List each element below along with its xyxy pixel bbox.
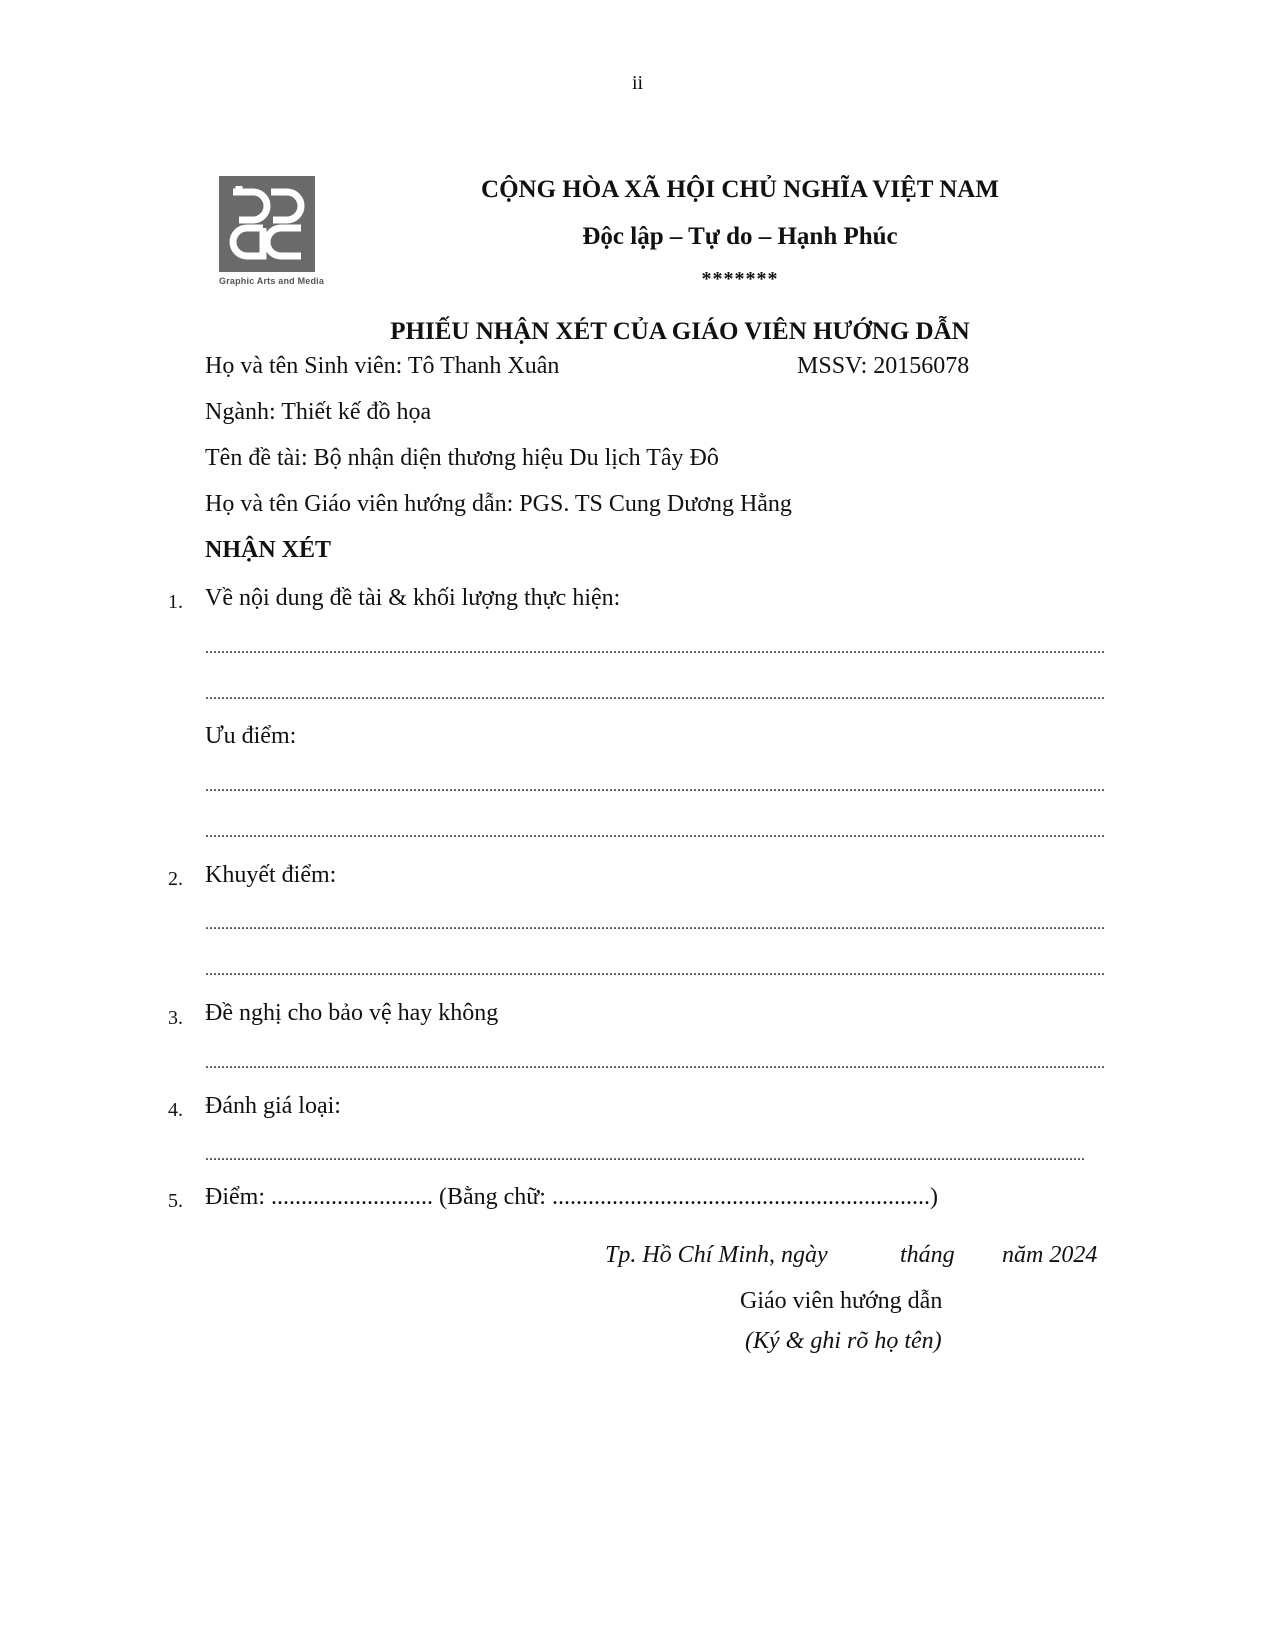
item-number: 4. [168,1099,183,1121]
page-number: ii [631,72,644,94]
item-number: 1. [168,591,183,613]
answer-line[interactable] [205,1147,1085,1167]
answer-line[interactable] [205,778,1105,798]
answer-line[interactable] [205,962,1105,982]
comments-heading: NHẬN XÉT [205,537,332,563]
header-divider-stars: ******* [701,268,779,290]
signature-place-date: Tp. Hồ Chí Minh, ngày [605,1242,828,1268]
topic: Tên đề tài: Bộ nhận diện thương hiệu Du lịch Tây Đô [205,445,719,471]
advisor-name: Họ và tên Giáo viên hướng dẫn: PGS. TS Cung Dương Hằng [205,491,792,517]
logo-caption: Graphic Arts and Media [219,276,325,286]
answer-line[interactable] [205,640,1105,660]
country-name: CỘNG HÒA XÃ HỘI CHỦ NGHĨA VIỆT NAM [481,176,999,203]
student-id: MSSV: 20156078 [797,353,970,379]
signature-instruction: (Ký & ghi rõ họ tên) [745,1328,942,1354]
national-motto: Độc lập – Tự do – Hạnh Phúc [582,223,898,250]
item-number: 2. [168,868,183,890]
logo-icon [219,176,315,272]
item-content-volume: Về nội dung đề tài & khối lượng thực hiện: [205,585,621,611]
signature-year: năm 2024 [1002,1242,1098,1268]
major: Ngành: Thiết kế đồ họa [205,399,432,425]
item-number: 3. [168,1007,183,1029]
item-rating: Đánh giá loại: [205,1093,341,1119]
student-name: Họ và tên Sinh viên: Tô Thanh Xuân [205,353,560,379]
item-score[interactable]: Điểm: ........................... (Bằng chữ: ...............................................................) [205,1184,938,1210]
item-number: 5. [168,1190,183,1212]
answer-line[interactable] [205,824,1105,844]
form-title: PHIẾU NHẬN XÉT CỦA GIÁO VIÊN HƯỚNG DẪN [390,318,970,345]
answer-line[interactable] [205,1055,1105,1075]
signature-role: Giáo viên hướng dẫn [740,1288,943,1314]
item-disadvantages: Khuyết điểm: [205,862,337,888]
item-advantages: Ưu điểm: [205,723,297,749]
answer-line[interactable] [205,686,1105,706]
item-defense-recommendation: Đề nghị cho bảo vệ hay không [205,1000,499,1026]
signature-month: tháng [900,1242,955,1268]
answer-line[interactable] [205,916,1105,936]
